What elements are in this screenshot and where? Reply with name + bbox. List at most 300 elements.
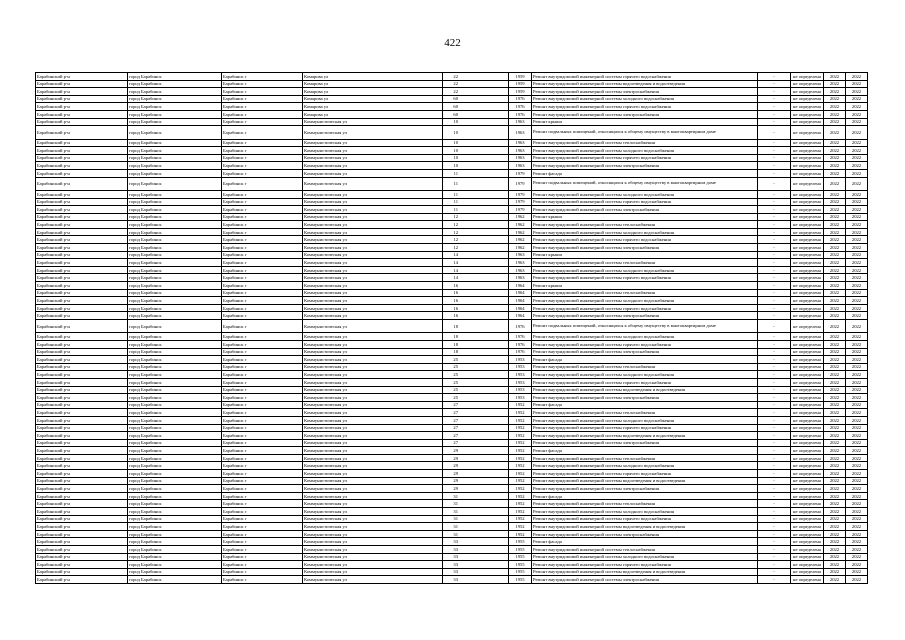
house-number-cell: 10 bbox=[443, 147, 509, 155]
end-year-cell: 2022 bbox=[846, 221, 868, 229]
build-year-cell: 1962 bbox=[509, 221, 532, 229]
district-cell: Барабинский р-н bbox=[36, 371, 128, 379]
work-type-cell: Ремонт внутридомовой инженерной системы теплоснабжения bbox=[532, 454, 758, 462]
street-cell: Коммунистическая ул bbox=[303, 492, 443, 500]
city-cell: Барабинск г bbox=[222, 333, 303, 341]
settlement-cell: город Барабинск bbox=[128, 147, 222, 155]
street-cell: Коммунистическая ул bbox=[303, 282, 443, 290]
end-year-cell: 2022 bbox=[846, 139, 868, 147]
work-type-cell: Ремонт внутридомовой инженерной системы холодного водоснабжения bbox=[532, 147, 758, 155]
settlement-cell: город Барабинск bbox=[128, 363, 222, 371]
build-year-cell: 1959 bbox=[509, 80, 532, 88]
table-row bbox=[36, 110, 868, 118]
cost-cell: - bbox=[758, 320, 791, 333]
start-year-cell: 2022 bbox=[824, 492, 846, 500]
settlement-cell: город Барабинск bbox=[128, 320, 222, 333]
start-year-cell: 2022 bbox=[824, 251, 846, 259]
street-cell: Коммунистическая ул bbox=[303, 304, 443, 312]
city-cell: Барабинск г bbox=[222, 485, 303, 493]
street-cell: Коммунистическая ул bbox=[303, 363, 443, 371]
settlement-cell: город Барабинск bbox=[128, 553, 222, 561]
table-row bbox=[36, 363, 868, 371]
start-year-cell: 2022 bbox=[824, 340, 846, 348]
work-type-cell: Ремонт внутридомовой инженерной системы водоотведения и водоотведения bbox=[532, 568, 758, 576]
district-cell: Барабинский р-н bbox=[36, 88, 128, 96]
end-year-cell: 2022 bbox=[846, 266, 868, 274]
status-cell: не определена bbox=[791, 251, 824, 259]
city-cell: Барабинск г bbox=[222, 282, 303, 290]
city-cell: Барабинск г bbox=[222, 244, 303, 252]
settlement-cell: город Барабинск bbox=[128, 198, 222, 206]
table-body bbox=[36, 73, 868, 584]
street-cell: Коммунистическая ул bbox=[303, 432, 443, 440]
start-year-cell: 2022 bbox=[824, 371, 846, 379]
settlement-cell: город Барабинск bbox=[128, 110, 222, 118]
build-year-cell: 1952 bbox=[509, 508, 532, 516]
work-type-cell: Ремонт внутридомовой инженерной системы теплоснабжения bbox=[532, 363, 758, 371]
district-cell: Барабинский р-н bbox=[36, 95, 128, 103]
end-year-cell: 2022 bbox=[846, 312, 868, 320]
start-year-cell: 2022 bbox=[824, 409, 846, 417]
city-cell: Барабинск г bbox=[222, 386, 303, 394]
table-row bbox=[36, 304, 868, 312]
build-year-cell: 1959 bbox=[509, 73, 532, 81]
district-cell: Барабинский р-н bbox=[36, 485, 128, 493]
house-number-cell: 12 bbox=[443, 244, 509, 252]
district-cell: Барабинский р-н bbox=[36, 553, 128, 561]
start-year-cell: 2022 bbox=[824, 568, 846, 576]
status-cell: не определена bbox=[791, 154, 824, 162]
cost-cell: - bbox=[758, 266, 791, 274]
table-row bbox=[36, 485, 868, 493]
end-year-cell: 2022 bbox=[846, 126, 868, 139]
settlement-cell: город Барабинск bbox=[128, 485, 222, 493]
district-cell: Барабинский р-н bbox=[36, 530, 128, 538]
build-year-cell: 1976 bbox=[509, 340, 532, 348]
settlement-cell: город Барабинск bbox=[128, 177, 222, 190]
status-cell: не определена bbox=[791, 454, 824, 462]
table-row bbox=[36, 282, 868, 290]
district-cell: Барабинский р-н bbox=[36, 162, 128, 170]
settlement-cell: город Барабинск bbox=[128, 477, 222, 485]
cost-cell: - bbox=[758, 447, 791, 455]
city-cell: Барабинск г bbox=[222, 312, 303, 320]
city-cell: Барабинск г bbox=[222, 118, 303, 126]
district-cell: Барабинский р-н bbox=[36, 259, 128, 267]
end-year-cell: 2022 bbox=[846, 454, 868, 462]
district-cell: Барабинский р-н bbox=[36, 568, 128, 576]
build-year-cell: 1952 bbox=[509, 439, 532, 447]
district-cell: Барабинский р-н bbox=[36, 432, 128, 440]
build-year-cell: 1955 bbox=[509, 576, 532, 584]
end-year-cell: 2022 bbox=[846, 394, 868, 402]
settlement-cell: город Барабинск bbox=[128, 432, 222, 440]
status-cell: не определена bbox=[791, 190, 824, 198]
status-cell: не определена bbox=[791, 333, 824, 341]
district-cell: Барабинский р-н bbox=[36, 576, 128, 584]
city-cell: Барабинск г bbox=[222, 492, 303, 500]
start-year-cell: 2022 bbox=[824, 348, 846, 356]
build-year-cell: 1952 bbox=[509, 409, 532, 417]
table-row bbox=[36, 73, 868, 81]
repair-schedule-table bbox=[35, 72, 868, 584]
city-cell: Барабинск г bbox=[222, 228, 303, 236]
table-row bbox=[36, 147, 868, 155]
build-year-cell: 1955 bbox=[509, 553, 532, 561]
city-cell: Барабинск г bbox=[222, 568, 303, 576]
settlement-cell: город Барабинск bbox=[128, 213, 222, 221]
cost-cell: - bbox=[758, 162, 791, 170]
settlement-cell: город Барабинск bbox=[128, 139, 222, 147]
work-type-cell: Ремонт внутридомовой инженерной системы теплоснабжения bbox=[532, 546, 758, 554]
settlement-cell: город Барабинск bbox=[128, 561, 222, 569]
status-cell: не определена bbox=[791, 274, 824, 282]
city-cell: Барабинск г bbox=[222, 236, 303, 244]
settlement-cell: город Барабинск bbox=[128, 228, 222, 236]
district-cell: Барабинский р-н bbox=[36, 169, 128, 177]
city-cell: Барабинск г bbox=[222, 304, 303, 312]
build-year-cell: 1963 bbox=[509, 147, 532, 155]
district-cell: Барабинский р-н bbox=[36, 251, 128, 259]
city-cell: Барабинск г bbox=[222, 546, 303, 554]
end-year-cell: 2022 bbox=[846, 485, 868, 493]
district-cell: Барабинский р-н bbox=[36, 340, 128, 348]
table-row bbox=[36, 447, 868, 455]
status-cell: не определена bbox=[791, 447, 824, 455]
end-year-cell: 2022 bbox=[846, 492, 868, 500]
city-cell: Барабинск г bbox=[222, 162, 303, 170]
cost-cell: - bbox=[758, 424, 791, 432]
city-cell: Барабинск г bbox=[222, 454, 303, 462]
end-year-cell: 2022 bbox=[846, 378, 868, 386]
cost-cell: - bbox=[758, 546, 791, 554]
district-cell: Барабинский р-н bbox=[36, 409, 128, 417]
build-year-cell: 1952 bbox=[509, 401, 532, 409]
start-year-cell: 2022 bbox=[824, 363, 846, 371]
status-cell: не определена bbox=[791, 244, 824, 252]
table-row bbox=[36, 221, 868, 229]
city-cell: Барабинск г bbox=[222, 378, 303, 386]
build-year-cell: 1964 bbox=[509, 297, 532, 305]
work-type-cell: Ремонт внутридомовой инженерной системы горячего водоснабжения bbox=[532, 103, 758, 111]
status-cell: не определена bbox=[791, 213, 824, 221]
build-year-cell: 1979 bbox=[509, 169, 532, 177]
city-cell: Барабинск г bbox=[222, 477, 303, 485]
status-cell: не определена bbox=[791, 568, 824, 576]
end-year-cell: 2022 bbox=[846, 432, 868, 440]
start-year-cell: 2022 bbox=[824, 154, 846, 162]
start-year-cell: 2022 bbox=[824, 424, 846, 432]
end-year-cell: 2022 bbox=[846, 416, 868, 424]
house-number-cell: 33 bbox=[443, 546, 509, 554]
house-number-cell: 12 bbox=[443, 213, 509, 221]
street-cell: Коммунистическая ул bbox=[303, 439, 443, 447]
end-year-cell: 2022 bbox=[846, 228, 868, 236]
house-number-cell: 31 bbox=[443, 530, 509, 538]
build-year-cell: 1952 bbox=[509, 500, 532, 508]
cost-cell: - bbox=[758, 154, 791, 162]
cost-cell: - bbox=[758, 508, 791, 516]
status-cell: не определена bbox=[791, 462, 824, 470]
settlement-cell: город Барабинск bbox=[128, 348, 222, 356]
city-cell: Барабинск г bbox=[222, 462, 303, 470]
work-type-cell: Ремонт внутридомовой инженерной системы электроснабжения bbox=[532, 576, 758, 584]
cost-cell: - bbox=[758, 371, 791, 379]
house-number-cell: 11 bbox=[443, 190, 509, 198]
street-cell: Коммунистическая ул bbox=[303, 500, 443, 508]
settlement-cell: город Барабинск bbox=[128, 386, 222, 394]
start-year-cell: 2022 bbox=[824, 169, 846, 177]
district-cell: Барабинский р-н bbox=[36, 439, 128, 447]
house-number-cell: 22 bbox=[443, 80, 509, 88]
street-cell: Коммунистическая ул bbox=[303, 259, 443, 267]
work-type-cell: Ремонт внутридомовой инженерной системы теплоснабжения bbox=[532, 139, 758, 147]
work-type-cell: Ремонт внутридомовой инженерной системы теплоснабжения bbox=[532, 500, 758, 508]
street-cell: Комарова ул bbox=[303, 80, 443, 88]
street-cell: Коммунистическая ул bbox=[303, 447, 443, 455]
settlement-cell: город Барабинск bbox=[128, 439, 222, 447]
start-year-cell: 2022 bbox=[824, 576, 846, 584]
status-cell: не определена bbox=[791, 228, 824, 236]
district-cell: Барабинский р-н bbox=[36, 103, 128, 111]
table-row bbox=[36, 416, 868, 424]
work-type-cell: Ремонт внутридомовой инженерной системы водоотведения и водоотведения bbox=[532, 432, 758, 440]
start-year-cell: 2022 bbox=[824, 118, 846, 126]
cost-cell: - bbox=[758, 477, 791, 485]
start-year-cell: 2022 bbox=[824, 221, 846, 229]
house-number-cell: 22 bbox=[443, 88, 509, 96]
end-year-cell: 2022 bbox=[846, 236, 868, 244]
city-cell: Барабинск г bbox=[222, 177, 303, 190]
street-cell: Коммунистическая ул bbox=[303, 154, 443, 162]
build-year-cell: 1959 bbox=[509, 88, 532, 96]
city-cell: Барабинск г bbox=[222, 88, 303, 96]
build-year-cell: 1952 bbox=[509, 447, 532, 455]
table-row bbox=[36, 297, 868, 305]
status-cell: не определена bbox=[791, 500, 824, 508]
work-type-cell: Ремонт крыши bbox=[532, 251, 758, 259]
house-number-cell: 16 bbox=[443, 297, 509, 305]
table-row bbox=[36, 523, 868, 531]
work-type-cell: Ремонт внутридомовой инженерной системы теплоснабжения bbox=[532, 289, 758, 297]
house-number-cell: 14 bbox=[443, 251, 509, 259]
street-cell: Коммунистическая ул bbox=[303, 424, 443, 432]
end-year-cell: 2022 bbox=[846, 561, 868, 569]
cost-cell: - bbox=[758, 236, 791, 244]
status-cell: не определена bbox=[791, 126, 824, 139]
cost-cell: - bbox=[758, 538, 791, 546]
end-year-cell: 2022 bbox=[846, 546, 868, 554]
table-row bbox=[36, 266, 868, 274]
settlement-cell: город Барабинск bbox=[128, 282, 222, 290]
settlement-cell: город Барабинск bbox=[128, 371, 222, 379]
end-year-cell: 2022 bbox=[846, 297, 868, 305]
start-year-cell: 2022 bbox=[824, 95, 846, 103]
table-row bbox=[36, 274, 868, 282]
start-year-cell: 2022 bbox=[824, 312, 846, 320]
work-type-cell: Ремонт внутридомовой инженерной системы электроснабжения bbox=[532, 88, 758, 96]
status-cell: не определена bbox=[791, 424, 824, 432]
district-cell: Барабинский р-н bbox=[36, 126, 128, 139]
settlement-cell: город Барабинск bbox=[128, 470, 222, 478]
cost-cell: - bbox=[758, 228, 791, 236]
street-cell: Коммунистическая ул bbox=[303, 162, 443, 170]
work-type-cell: Ремонт внутридомовой инженерной системы холодного водоснабжения bbox=[532, 333, 758, 341]
district-cell: Барабинский р-н bbox=[36, 561, 128, 569]
street-cell: Коммунистическая ул bbox=[303, 147, 443, 155]
cost-cell: - bbox=[758, 576, 791, 584]
city-cell: Барабинск г bbox=[222, 424, 303, 432]
end-year-cell: 2022 bbox=[846, 198, 868, 206]
street-cell: Коммунистическая ул bbox=[303, 348, 443, 356]
street-cell: Комарова ул bbox=[303, 110, 443, 118]
build-year-cell: 1953 bbox=[509, 394, 532, 402]
table-row bbox=[36, 371, 868, 379]
end-year-cell: 2022 bbox=[846, 73, 868, 81]
house-number-cell: 10 bbox=[443, 154, 509, 162]
street-cell: Коммунистическая ул bbox=[303, 462, 443, 470]
start-year-cell: 2022 bbox=[824, 73, 846, 81]
house-number-cell: 25 bbox=[443, 363, 509, 371]
house-number-cell: 27 bbox=[443, 401, 509, 409]
table-row bbox=[36, 538, 868, 546]
district-cell: Барабинский р-н bbox=[36, 228, 128, 236]
build-year-cell: 1962 bbox=[509, 236, 532, 244]
build-year-cell: 1962 bbox=[509, 213, 532, 221]
district-cell: Барабинский р-н bbox=[36, 454, 128, 462]
street-cell: Коммунистическая ул bbox=[303, 538, 443, 546]
city-cell: Барабинск г bbox=[222, 530, 303, 538]
street-cell: Коммунистическая ул bbox=[303, 139, 443, 147]
street-cell: Коммунистическая ул bbox=[303, 371, 443, 379]
city-cell: Барабинск г bbox=[222, 523, 303, 531]
street-cell: Коммунистическая ул bbox=[303, 508, 443, 516]
table-row bbox=[36, 139, 868, 147]
table-row bbox=[36, 154, 868, 162]
city-cell: Барабинск г bbox=[222, 340, 303, 348]
house-number-cell: 10 bbox=[443, 162, 509, 170]
street-cell: Коммунистическая ул bbox=[303, 236, 443, 244]
end-year-cell: 2022 bbox=[846, 251, 868, 259]
cost-cell: - bbox=[758, 274, 791, 282]
house-number-cell: 12 bbox=[443, 221, 509, 229]
build-year-cell: 1955 bbox=[509, 568, 532, 576]
status-cell: не определена bbox=[791, 530, 824, 538]
end-year-cell: 2022 bbox=[846, 213, 868, 221]
city-cell: Барабинск г bbox=[222, 416, 303, 424]
city-cell: Барабинск г bbox=[222, 409, 303, 417]
house-number-cell: 12 bbox=[443, 228, 509, 236]
end-year-cell: 2022 bbox=[846, 386, 868, 394]
street-cell: Коммунистическая ул bbox=[303, 266, 443, 274]
build-year-cell: 1962 bbox=[509, 244, 532, 252]
house-number-cell: 14 bbox=[443, 274, 509, 282]
cost-cell: - bbox=[758, 409, 791, 417]
district-cell: Барабинский р-н bbox=[36, 523, 128, 531]
start-year-cell: 2022 bbox=[824, 213, 846, 221]
cost-cell: - bbox=[758, 297, 791, 305]
district-cell: Барабинский р-н bbox=[36, 236, 128, 244]
work-type-cell: Ремонт крыши bbox=[532, 118, 758, 126]
work-type-cell: Ремонт внутридомовой инженерной системы электроснабжения bbox=[532, 530, 758, 538]
work-type-cell: Ремонт внутридомовой инженерной системы водоотведения и водоотведения bbox=[532, 80, 758, 88]
table-row bbox=[36, 515, 868, 523]
district-cell: Барабинский р-н bbox=[36, 147, 128, 155]
settlement-cell: город Барабинск bbox=[128, 454, 222, 462]
street-cell: Коммунистическая ул bbox=[303, 289, 443, 297]
cost-cell: - bbox=[758, 363, 791, 371]
house-number-cell: 27 bbox=[443, 439, 509, 447]
district-cell: Барабинский р-н bbox=[36, 386, 128, 394]
settlement-cell: город Барабинск bbox=[128, 118, 222, 126]
city-cell: Барабинск г bbox=[222, 348, 303, 356]
work-type-cell: Ремонт внутридомовой инженерной системы холодного водоснабжения bbox=[532, 553, 758, 561]
house-number-cell: 18 bbox=[443, 348, 509, 356]
city-cell: Барабинск г bbox=[222, 561, 303, 569]
build-year-cell: 1952 bbox=[509, 416, 532, 424]
house-number-cell: 16 bbox=[443, 289, 509, 297]
settlement-cell: город Барабинск bbox=[128, 568, 222, 576]
work-type-cell: Ремонт фасада bbox=[532, 538, 758, 546]
cost-cell: - bbox=[758, 561, 791, 569]
table-row bbox=[36, 251, 868, 259]
street-cell: Коммунистическая ул bbox=[303, 333, 443, 341]
cost-cell: - bbox=[758, 110, 791, 118]
status-cell: не определена bbox=[791, 282, 824, 290]
work-type-cell: Ремонт внутридомовой инженерной системы горячего водоснабжения bbox=[532, 198, 758, 206]
house-number-cell: 11 bbox=[443, 169, 509, 177]
status-cell: не определена bbox=[791, 80, 824, 88]
settlement-cell: город Барабинск bbox=[128, 312, 222, 320]
start-year-cell: 2022 bbox=[824, 356, 846, 364]
district-cell: Барабинский р-н bbox=[36, 139, 128, 147]
work-type-cell: Ремонт внутридомовой инженерной системы горячего водоснабжения bbox=[532, 515, 758, 523]
build-year-cell: 1963 bbox=[509, 259, 532, 267]
cost-cell: - bbox=[758, 126, 791, 139]
table-row bbox=[36, 169, 868, 177]
start-year-cell: 2022 bbox=[824, 228, 846, 236]
city-cell: Барабинск г bbox=[222, 394, 303, 402]
status-cell: не определена bbox=[791, 439, 824, 447]
street-cell: Коммунистическая ул bbox=[303, 416, 443, 424]
city-cell: Барабинск г bbox=[222, 154, 303, 162]
end-year-cell: 2022 bbox=[846, 95, 868, 103]
table-row bbox=[36, 213, 868, 221]
status-cell: не определена bbox=[791, 386, 824, 394]
cost-cell: - bbox=[758, 485, 791, 493]
end-year-cell: 2022 bbox=[846, 348, 868, 356]
settlement-cell: город Барабинск bbox=[128, 401, 222, 409]
table-row bbox=[36, 386, 868, 394]
start-year-cell: 2022 bbox=[824, 198, 846, 206]
street-cell: Коммунистическая ул bbox=[303, 126, 443, 139]
city-cell: Барабинск г bbox=[222, 289, 303, 297]
city-cell: Барабинск г bbox=[222, 320, 303, 333]
table-row bbox=[36, 206, 868, 214]
build-year-cell: 1955 bbox=[509, 538, 532, 546]
table-row bbox=[36, 126, 868, 139]
cost-cell: - bbox=[758, 147, 791, 155]
street-cell: Коммунистическая ул bbox=[303, 274, 443, 282]
work-type-cell: Ремонт внутридомовой инженерной системы горячего водоснабжения bbox=[532, 274, 758, 282]
street-cell: Комарова ул bbox=[303, 103, 443, 111]
table-row bbox=[36, 356, 868, 364]
cost-cell: - bbox=[758, 304, 791, 312]
city-cell: Барабинск г bbox=[222, 508, 303, 516]
house-number-cell: 29 bbox=[443, 470, 509, 478]
status-cell: не определена bbox=[791, 169, 824, 177]
build-year-cell: 1952 bbox=[509, 432, 532, 440]
